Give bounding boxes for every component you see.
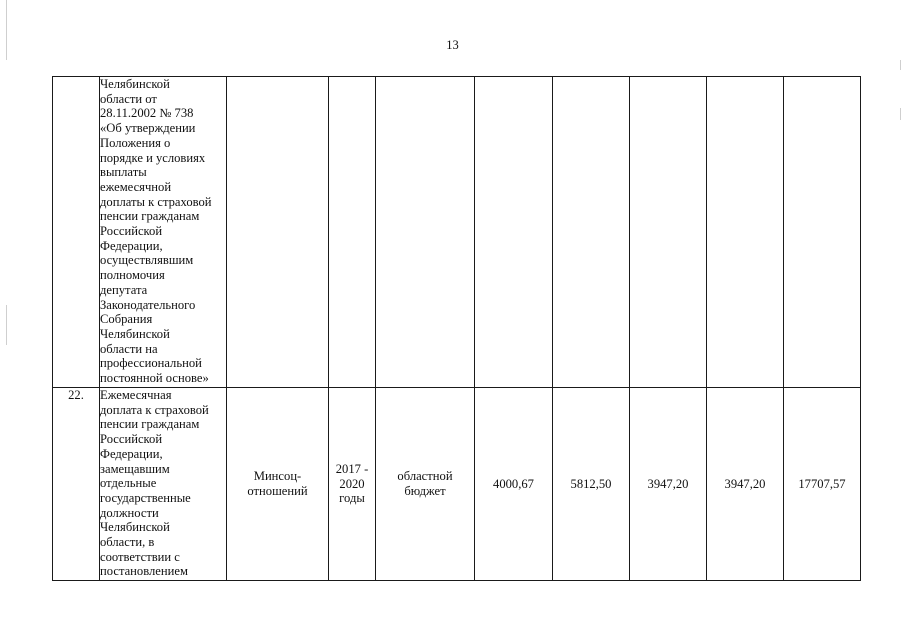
page-number: 13 — [446, 38, 459, 52]
value-cell — [475, 77, 553, 388]
executor-cell — [227, 77, 329, 388]
measure-name-line: Законодательного — [100, 297, 196, 312]
measure-name-line: отдельные — [100, 476, 157, 491]
measure-name-line: Ежемесячная — [100, 388, 172, 402]
total-value-cell: 17707,57 — [784, 388, 861, 581]
measure-name-line: Федерации, — [100, 238, 163, 253]
measure-name-line: постоянной основе» — [100, 371, 209, 386]
measure-name-line: ежемесячной — [100, 179, 172, 194]
period-line: 2020 — [339, 476, 365, 491]
measure-name-line: порядке и условиях — [100, 150, 206, 165]
scan-edge-mark — [6, 0, 7, 60]
measure-name-line: 28.11.2002 № 738 — [100, 106, 194, 121]
measure-name-line: Российской — [100, 224, 163, 239]
row-number-cell — [53, 77, 100, 388]
measure-name-line: Федерации, — [100, 446, 163, 461]
period-line: годы — [339, 491, 365, 506]
total-value-cell — [784, 77, 861, 388]
scan-edge-mark — [900, 60, 901, 70]
period-cell — [329, 77, 376, 388]
measure-name-line: области на — [100, 341, 158, 356]
measure-name-line: постановлением — [100, 564, 188, 579]
measure-name-line: профессиональной — [100, 356, 202, 371]
measure-name-line: доплаты к страховой — [100, 194, 212, 209]
value-cell — [553, 77, 630, 388]
value-cell — [707, 77, 784, 388]
table-row — [53, 388, 861, 581]
measure-name-line: доплата к страховой — [100, 402, 209, 417]
measure-name-line: «Об утверждении — [100, 121, 196, 136]
measure-name-line: пенсии гражданам — [100, 209, 200, 224]
measure-name-line: депутата — [100, 282, 148, 297]
value-cell: 3947,20 — [707, 388, 784, 581]
measure-name-line: Собрания — [100, 312, 153, 327]
table-row — [53, 77, 861, 388]
executor-cell — [227, 388, 329, 581]
value-cell: 5812,50 — [553, 388, 630, 581]
measure-name-line: области, в — [100, 535, 155, 550]
program-table — [52, 76, 861, 581]
measure-name-line: осуществлявшим — [100, 253, 194, 268]
funding-source-cell — [376, 77, 475, 388]
measure-name-line: соответствии с — [100, 549, 180, 564]
measure-name-cell — [100, 77, 227, 388]
funding-source-cell — [376, 388, 475, 581]
measure-name-line: области от — [100, 91, 157, 106]
period-line: 2017 - — [335, 461, 369, 476]
measure-name-line: Челябинской — [100, 77, 170, 91]
measure-name-line: Челябинской — [100, 520, 170, 535]
measure-name-line: замещавшим — [100, 461, 170, 476]
measure-name-line: государственные — [100, 490, 191, 505]
measure-name-cell — [100, 388, 227, 581]
measure-name-line: пенсии гражданам — [100, 417, 200, 432]
value-cell: 3947,20 — [630, 388, 707, 581]
measure-name-line: должности — [100, 505, 159, 520]
funding-source-line: областной — [397, 469, 453, 484]
measure-name-line: Челябинской — [100, 326, 170, 341]
measure-name-line: Положения о — [100, 135, 171, 150]
row-number-cell: 22. — [53, 388, 100, 581]
executor-line: Минсоц- — [253, 469, 302, 484]
scan-edge-mark — [900, 108, 901, 120]
period-cell — [329, 388, 376, 581]
measure-name-line: Российской — [100, 432, 163, 447]
value-cell: 4000,67 — [475, 388, 553, 581]
measure-name-line: выплаты — [100, 165, 147, 180]
measure-name-line: полномочия — [100, 268, 165, 283]
funding-source-line: бюджет — [404, 484, 446, 498]
scan-edge-mark — [6, 305, 7, 345]
executor-line: отношений — [247, 484, 308, 498]
value-cell — [630, 77, 707, 388]
